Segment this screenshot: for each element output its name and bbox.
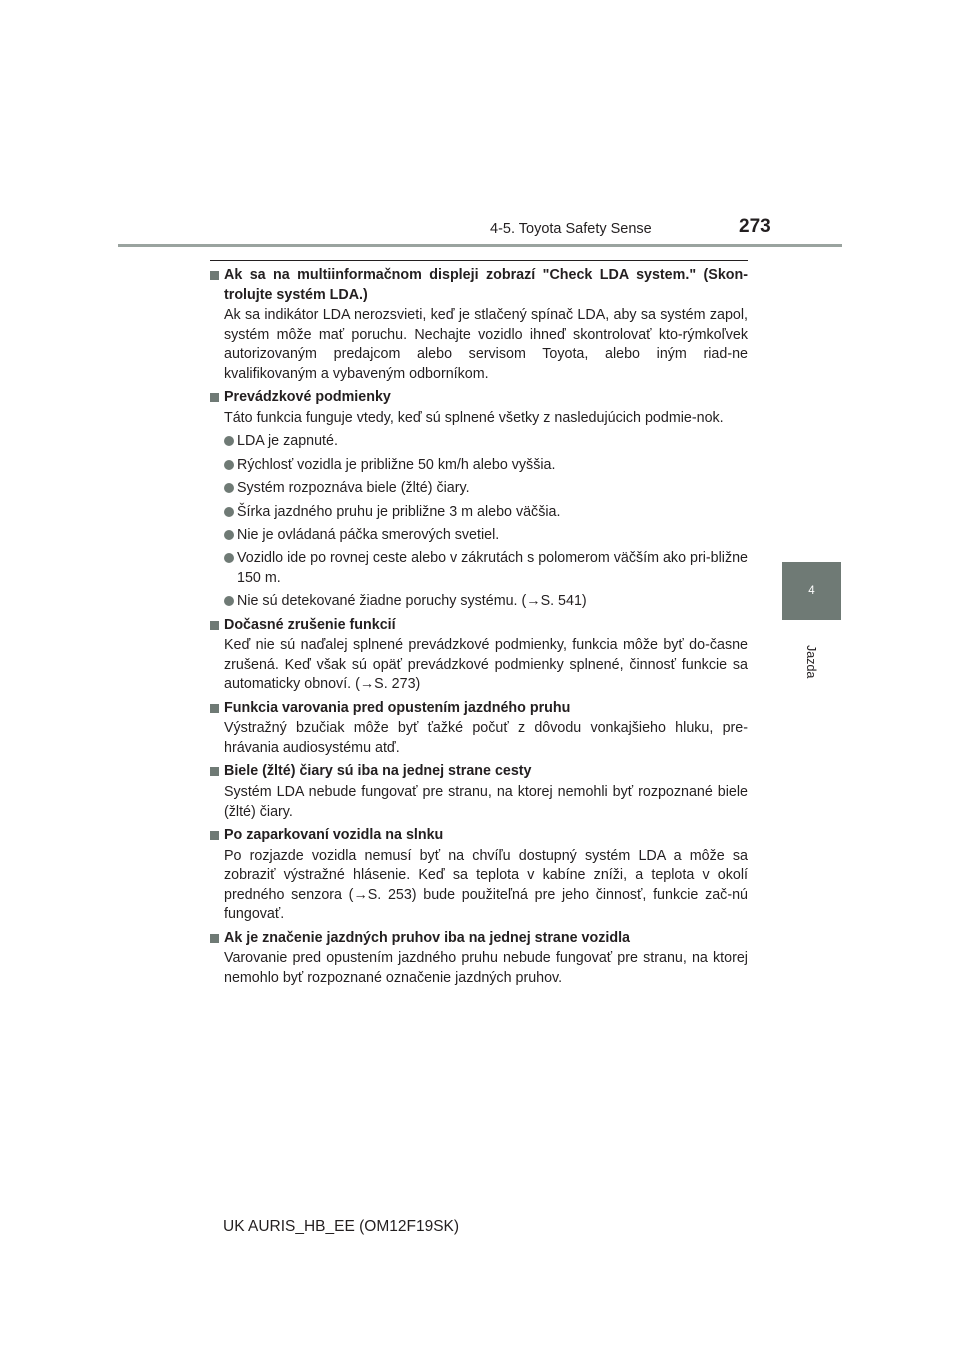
circle-bullet-icon — [224, 549, 237, 588]
section-heading: Ak je značenie jazdných pruhov iba na jednej strane vozidla — [210, 929, 748, 949]
chapter-number: 4 — [808, 585, 815, 597]
section-heading: Funkcia varovania pred opustením jazdného pruhu — [210, 699, 748, 719]
section-body: Keď nie sú naďalej splnené prevádzkové podmienky, funkcia môže byť do-časne zrušená. Keď však sú opäť prevádzkové podmienky splnené, činnosť funkcie sa automaticky obnoví. (→S. 273) — [224, 637, 748, 693]
section-body: Táto funkcia funguje vtedy, keď sú splnené všetky z nasledujúcich podmie-nok. — [224, 409, 724, 426]
section-heading: Ak sa na multiinformačnom displeji zobrazí "Check LDA system." (Skon-trolujte systém LDA.) — [210, 266, 748, 305]
list-item: Systém rozpoznáva biele (žlté) čiary. — [210, 479, 748, 499]
header-divider — [118, 244, 842, 247]
list-item: Šírka jazdného pruhu je približne 3 m alebo väčšia. — [210, 503, 748, 523]
square-bullet-icon — [210, 762, 224, 782]
section-heading: Biele (žlté) čiary sú iba na jednej strane cesty — [210, 762, 748, 782]
document-code: UK AURIS_HB_EE (OM12F19SK) — [223, 1218, 460, 1235]
square-bullet-icon — [210, 929, 224, 949]
circle-bullet-icon — [224, 479, 237, 499]
section-title: 4-5. Toyota Safety Sense — [490, 221, 652, 237]
section-parked-in-sun — [210, 826, 748, 925]
list-item: Rýchlosť vozidla je približne 50 km/h alebo vyššia. — [210, 456, 748, 476]
section-lane-departure-warning — [210, 699, 748, 759]
page-number: 273 — [739, 216, 771, 237]
list-item: LDA je zapnuté. — [210, 432, 748, 452]
square-bullet-icon — [210, 616, 224, 636]
square-bullet-icon — [210, 266, 224, 305]
section-lane-markings-one-side-vehicle — [210, 929, 748, 989]
section-temporary-cancel — [210, 616, 748, 695]
circle-bullet-icon — [224, 503, 237, 523]
section-heading: Po zaparkovaní vozidla na slnku — [210, 826, 748, 846]
list-item: Nie sú detekované žiadne poruchy systému. (→S. 541) — [210, 592, 748, 612]
section-body: Ak sa indikátor LDA nerozsvieti, keď je stlačený spínač LDA, aby sa systém zapol, systém môže mať poruchu. Nechajte vozidlo ihneď skontrolovať kto-rýmkoľvek autorizovaným predajcom alebo servisom Toyota, alebo iným riad-ne kvalifikovaným a vybaveným odborníkom. — [224, 307, 748, 382]
section-body: Výstražný bzučiak môže byť ťažké počuť z dôvodu vonkajšieho hluku, pre-hrávania audiosystému atď. — [224, 720, 748, 757]
circle-bullet-icon — [224, 526, 237, 546]
list-item: Nie je ovládaná páčka smerových svetiel. — [210, 526, 748, 546]
square-bullet-icon — [210, 826, 224, 846]
section-heading: Prevádzkové podmienky — [210, 388, 748, 408]
chapter-tab[interactable] — [782, 562, 841, 620]
list-item: Vozidlo ide po rovnej ceste alebo v zákrutách s polomerom väčším ako pri-bližne 150 m. — [210, 549, 748, 588]
page-content — [210, 266, 748, 992]
content-top-rule — [210, 260, 748, 261]
circle-bullet-icon — [224, 592, 237, 612]
section-body: Systém LDA nebude fungovať pre stranu, na ktorej nemohli byť rozpoznané biele (žlté) čiary. — [224, 784, 748, 820]
chapter-label: Jazda — [804, 645, 818, 679]
section-body: Po rozjazde vozidla nemusí byť na chvíľu dostupný systém LDA a môže sa zobraziť výstražné hlásenie. Keď sa teplota v kabíne zníži, a teplota v okolí predného senzora (→S. 253) bude použiteľná pre jeho činnosť, funkcie zač-nú fungovať. — [224, 847, 748, 923]
section-body: Varovanie pred opustením jazdného pruhu nebude fungovať pre stranu, na ktorej nemohlo byť rozpoznané označenie jazdných pruhov. — [224, 950, 748, 986]
section-operating-conditions — [210, 388, 748, 612]
circle-bullet-icon — [224, 456, 237, 476]
section-lines-one-side-road — [210, 762, 748, 822]
square-bullet-icon — [210, 388, 224, 408]
circle-bullet-icon — [224, 432, 237, 452]
section-heading: Dočasné zrušenie funkcií — [210, 616, 748, 636]
square-bullet-icon — [210, 699, 224, 719]
section-check-lda — [210, 266, 748, 385]
